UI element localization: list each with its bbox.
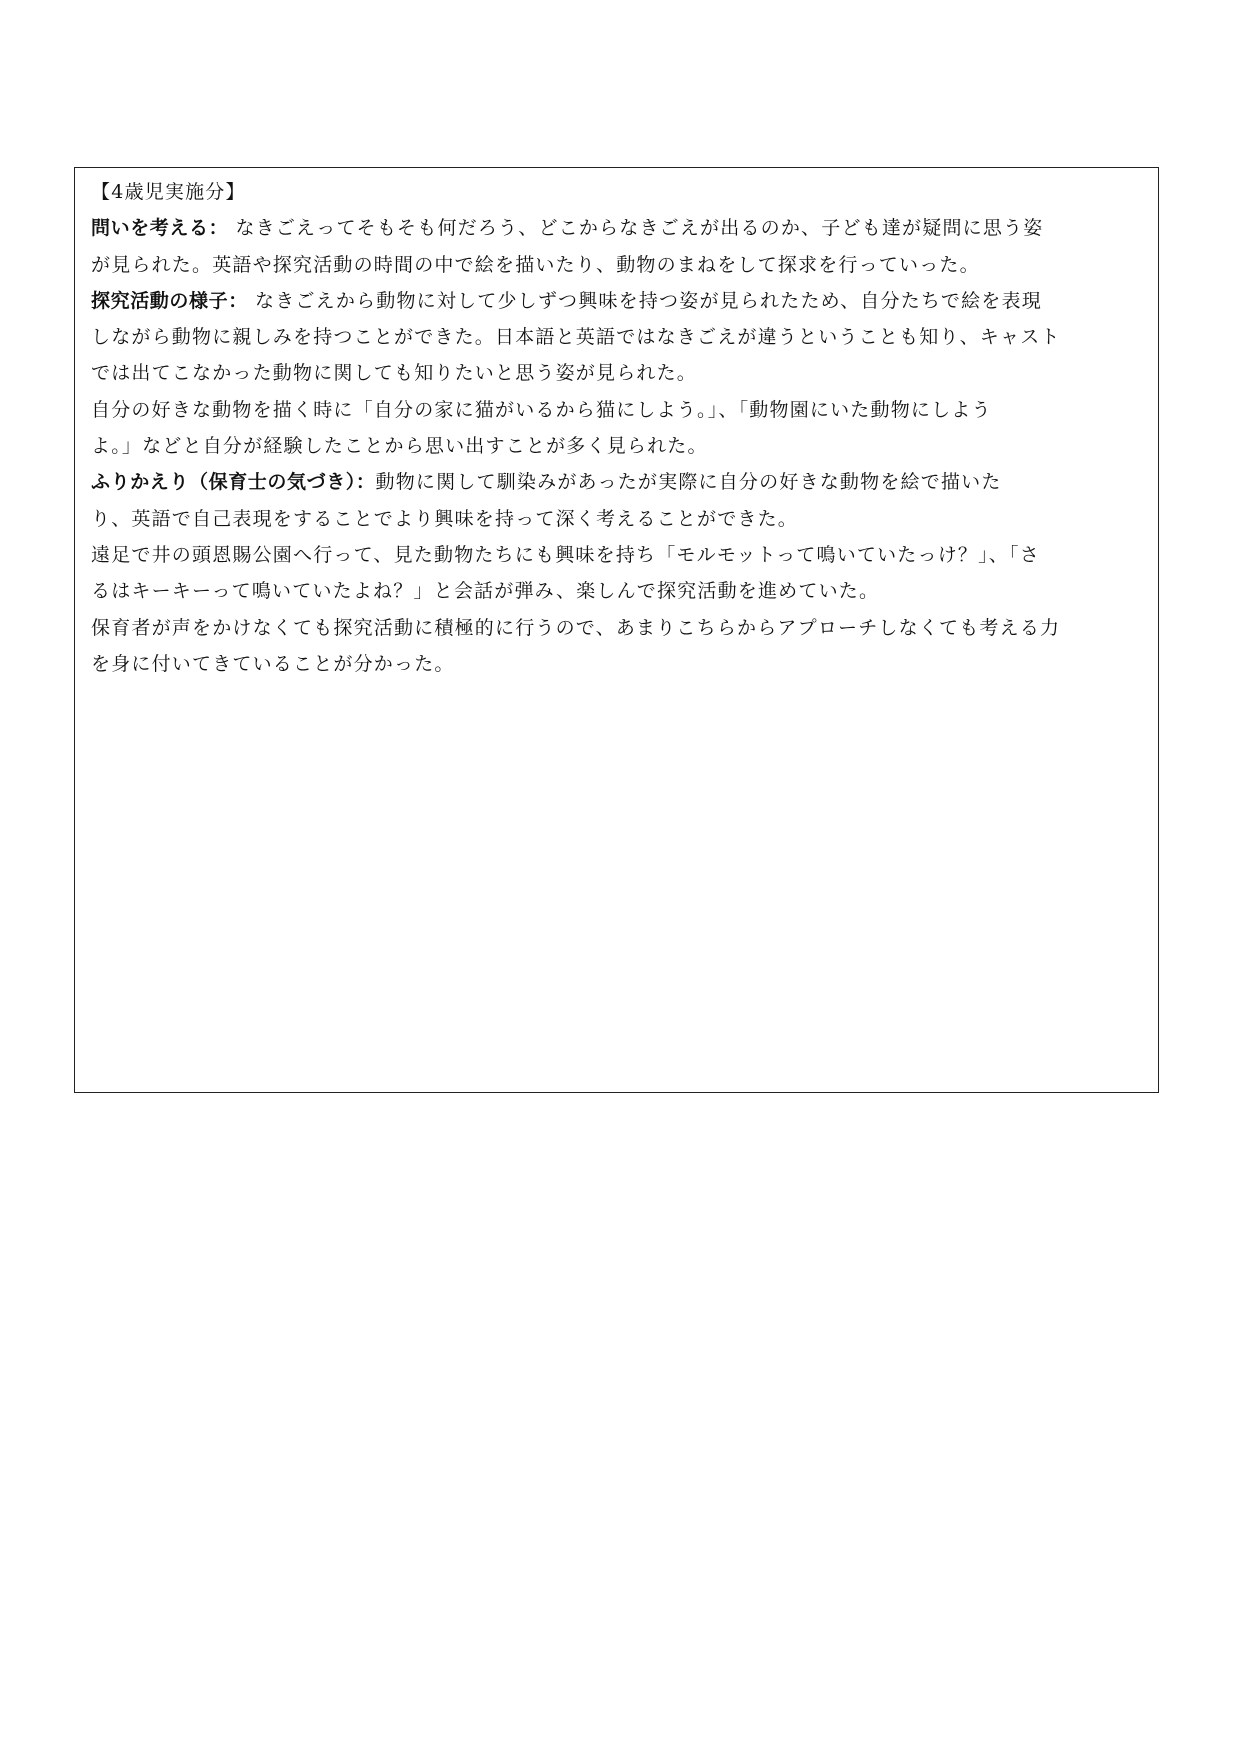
reflection-line-5: 保育者が声をかけなくても探究活動に積極的に行うので、あまりこちらからアプローチしなくても考える力: [91, 616, 1061, 639]
reflection-line-6: を身に付いてきていることが分かった。: [91, 652, 455, 675]
report-box: [74, 167, 1159, 1093]
reflection-line-4: るはキーキーって鳴いていたよね？」と会話が弾み、楽しんで探究活動を進めていた。: [91, 580, 880, 603]
question-text-1: なきごえってそもそも何だろう、どこからなきごえが出るのか、子ども達が疑問に思う姿: [228, 217, 1044, 240]
activity-heading: 探究活動の様子：: [91, 289, 248, 312]
activity-line-3: では出てこなかった動物に関しても知りたいと思う姿が見られた。: [91, 362, 698, 385]
question-line-2: が見られた。英語や探究活動の時間の中で絵を描いたり、動物のまねをして探求を行っていった。: [91, 253, 980, 276]
reflection-text-1: 動物に関して馴染みがあったが実際に自分の好きな動物を絵で描いた: [375, 471, 1002, 494]
activity-text-1: なきごえから動物に対して少しずつ興味を持つ姿が見られたため、自分たちで絵を表現: [247, 289, 1042, 312]
activity-line-5: よ。」などと自分が経験したことから思い出すことが多く見られた。: [91, 435, 708, 458]
reflection-heading: ふりかえり（保育士の気づき）：: [91, 471, 376, 494]
question-heading: 問いを考える：: [91, 217, 229, 240]
reflection-line-2: り、英語で自己表現をすることでより興味を持って深く考えることができた。: [91, 507, 799, 530]
section-title: 【4歳児実施分】: [91, 181, 246, 203]
reflection-line-3: 遠足で井の頭恩賜公園へ行って、見た動物たちにも興味を持ち「モルモットって鳴いていたっけ？」、「さ: [91, 543, 1040, 566]
activity-line-2: しながら動物に親しみを持つことができた。日本語と英語ではなきごえが違うということも知り、キャスト: [91, 326, 1061, 349]
question-line-1: [91, 210, 1144, 246]
activity-line-4: 自分の好きな動物を描く時に「自分の家に猫がいるから猫にしよう。」、「動物園にいた動物にしよう: [91, 398, 992, 421]
activity-line-1: [91, 283, 1144, 319]
reflection-line-1: [91, 464, 1144, 500]
